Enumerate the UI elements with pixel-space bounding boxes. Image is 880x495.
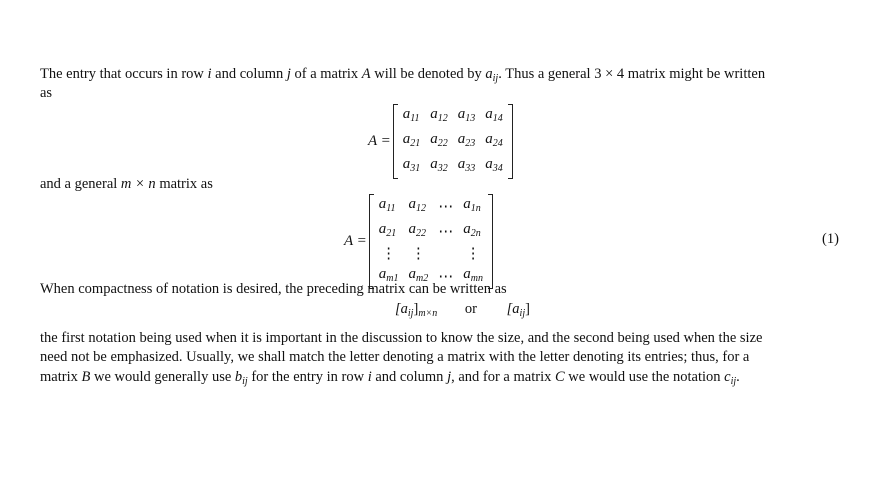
text: and column — [211, 66, 287, 82]
matrix-entry — [425, 129, 453, 154]
notation-right: [a — [506, 301, 520, 317]
text: . — [736, 369, 740, 385]
entry-subscript: 11 — [410, 113, 420, 124]
matrix-entry — [453, 129, 481, 154]
matrix-entry — [425, 104, 453, 129]
text: will be denoted by — [370, 66, 486, 82]
entry-base: a — [408, 196, 416, 212]
entry-base: a — [485, 106, 493, 122]
matrix-entry — [480, 154, 508, 179]
var-aij: a — [485, 66, 493, 82]
dimension: 3 × 4 — [594, 66, 625, 82]
matrix-entry — [398, 154, 426, 179]
matrix-entry — [398, 129, 426, 154]
paragraph-2 — [40, 176, 213, 193]
var-j: j — [286, 66, 291, 82]
matrix-entry — [433, 194, 458, 219]
entry-subscript: 12 — [416, 203, 426, 214]
entry-base: a — [430, 106, 438, 122]
entry-subscript: 23 — [465, 138, 476, 149]
entry-base: a — [402, 156, 411, 172]
entry-base: ⋮ — [410, 246, 426, 262]
entry-base: a — [463, 221, 471, 237]
var-c: c — [724, 369, 731, 385]
paragraph-1-end: as — [40, 85, 53, 101]
matrix-entry — [458, 194, 488, 219]
entry-base: a — [457, 156, 466, 172]
entry-base: a — [378, 266, 387, 282]
entry-base: a — [463, 266, 471, 282]
entry-base: a — [463, 196, 471, 212]
entry-base: ⋮ — [381, 246, 397, 262]
entry-subscript: 2n — [470, 228, 481, 239]
size-subscript: m×n — [418, 308, 438, 319]
entry-subscript: 32 — [437, 163, 448, 174]
matrix-row — [398, 154, 508, 179]
entry-base: a — [402, 106, 411, 122]
entry-subscript: 22 — [437, 138, 448, 149]
var-i: i — [207, 66, 212, 82]
matrix-entry — [453, 104, 481, 129]
matrix-row — [374, 194, 488, 219]
notation-left: [a — [395, 301, 408, 317]
text: and column — [371, 369, 448, 385]
text: of a matrix — [290, 66, 362, 82]
text: The entry that occurs in row — [40, 66, 208, 82]
subscript: ij — [407, 308, 414, 319]
entry-base: a — [408, 266, 416, 282]
entry-subscript: mn — [470, 273, 483, 284]
matrix-row — [374, 244, 488, 264]
matrix-3x4-equation — [368, 104, 513, 179]
var-B: B — [81, 369, 91, 385]
entry-subscript: 31 — [410, 163, 421, 174]
entry-base: a — [430, 131, 438, 147]
subscript: ij — [519, 308, 526, 319]
entry-subscript: 21 — [386, 228, 397, 239]
subscript: ij — [492, 73, 499, 84]
subscript: ij — [242, 376, 248, 387]
var-i: i — [367, 369, 372, 385]
paragraph-4-line-1: the first notation being used when it is important in the discussion to know the size, and the second being used when the size — [40, 330, 763, 346]
entry-base: a — [378, 221, 387, 237]
entry-subscript: 21 — [410, 138, 421, 149]
equation-number: (1) — [822, 231, 839, 247]
matrix-entry — [374, 244, 404, 264]
matrix-row — [398, 129, 508, 154]
subscript: ij — [730, 376, 737, 387]
entry-subscript: 33 — [465, 163, 476, 174]
matrix-entry — [374, 194, 404, 219]
entry-subscript: 34 — [492, 163, 503, 174]
entry-subscript: 1n — [470, 203, 481, 214]
matrix-entry — [433, 219, 458, 244]
matrix-entry — [458, 244, 488, 264]
entry-base: a — [457, 106, 466, 122]
matrix-entry — [480, 129, 508, 154]
entry-base: ⋯ — [438, 223, 454, 240]
entry-base: a — [485, 156, 493, 172]
entry-subscript: m2 — [416, 273, 429, 284]
entry-subscript: 12 — [437, 113, 448, 124]
equation-lhs: A = — [368, 133, 391, 149]
entry-base: a — [430, 156, 438, 172]
paragraph-1 — [40, 66, 765, 84]
matrix-entry — [458, 219, 488, 244]
matrix-mxn-equation — [344, 194, 493, 289]
matrix-row — [398, 104, 508, 129]
entry-subscript: 14 — [492, 113, 503, 124]
matrix-entry — [374, 219, 404, 244]
entry-base: a — [402, 131, 411, 147]
var-j: j — [447, 369, 452, 385]
matrix-row — [374, 219, 488, 244]
dimension: m × n — [120, 176, 156, 192]
var-b: b — [234, 369, 243, 385]
entry-base: a — [378, 196, 387, 212]
matrix-mxn — [369, 194, 493, 289]
text: we would use the notation — [564, 369, 725, 385]
compact-notation — [395, 301, 530, 319]
entry-subscript: 13 — [465, 113, 476, 124]
entry-base: ⋯ — [438, 198, 454, 215]
matrix-entry — [433, 244, 458, 264]
paragraph-3: When compactness of notation is desired, the preceding matrix can be written as — [40, 281, 507, 297]
text: . Thus a general — [498, 66, 595, 82]
entry-subscript: 11 — [386, 203, 396, 214]
entry-base: ⋯ — [438, 268, 454, 285]
text: , and for a matrix — [451, 369, 555, 385]
text: and a general — [40, 176, 121, 192]
matrix-entry — [453, 154, 481, 179]
entry-base: a — [485, 131, 493, 147]
matrix-entry — [425, 154, 453, 179]
matrix-3x4 — [393, 104, 513, 179]
text: matrix as — [155, 176, 213, 192]
paragraph-4-line-3 — [40, 369, 740, 387]
text: matrix — [40, 369, 82, 385]
paragraph-4-line-2: need not be emphasized. Usually, we shall match the letter denoting a matrix with the letter denoting its entries; thus, for a — [40, 349, 750, 365]
text: matrix might be written — [624, 66, 766, 82]
or-text: or — [464, 301, 478, 317]
matrix-entry — [404, 194, 434, 219]
entry-subscript: m1 — [386, 273, 399, 284]
matrix-entry — [404, 244, 434, 264]
var-C: C — [554, 369, 565, 385]
text: we would generally use — [90, 369, 235, 385]
matrix-entry — [480, 104, 508, 129]
text: for the entry in row — [247, 369, 368, 385]
bracket: ] — [413, 301, 419, 317]
bracket: ] — [525, 301, 530, 317]
entry-base: ⋮ — [465, 246, 481, 262]
matrix-entry — [404, 219, 434, 244]
entry-base: a — [457, 131, 466, 147]
entry-subscript: 22 — [416, 228, 426, 239]
matrix-entry — [398, 104, 426, 129]
entry-subscript: 24 — [492, 138, 503, 149]
entry-base: a — [408, 221, 416, 237]
equation-lhs: A = — [344, 233, 367, 249]
var-A: A — [361, 66, 371, 82]
